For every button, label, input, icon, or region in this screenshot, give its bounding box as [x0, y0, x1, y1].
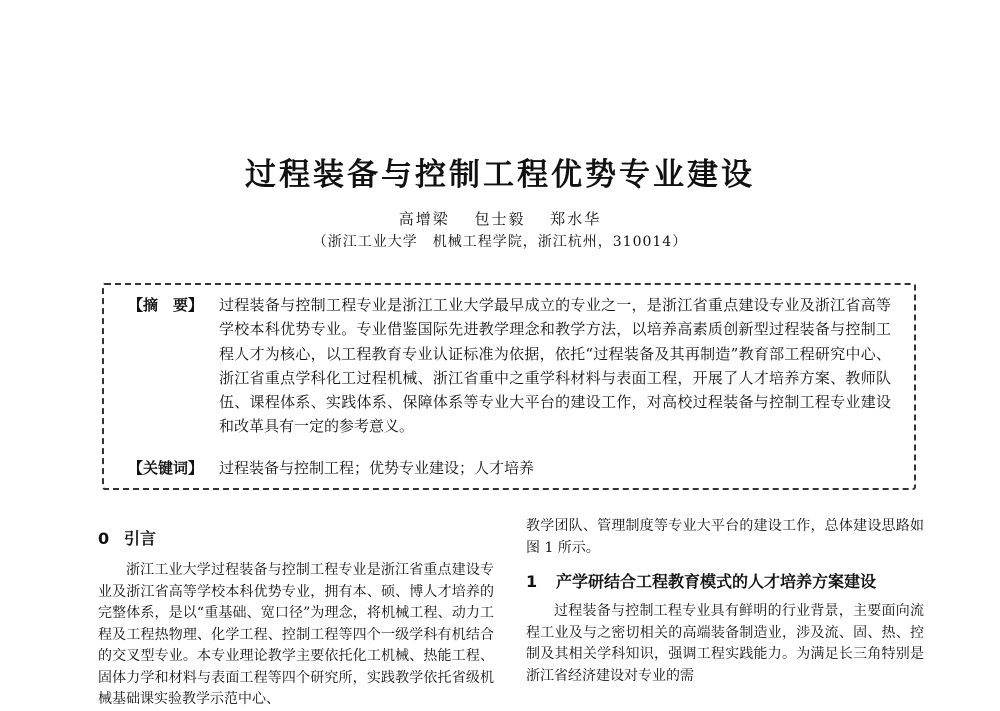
affiliation: （浙江工业大学 机械工程学院，浙江杭州，310014） [312, 234, 688, 250]
right-column [526, 516, 924, 687]
author-list [0, 209, 1000, 229]
abstract-text: 过程装备与控制工程专业是浙江工业大学最早成立的专业之一，是浙江省重点建设专业及浙江省高等学校本科优势专业。专业借鉴国际先进教学理念和教学方法，以培养高素质创新型过程装备与控制工程人才为核心，以工程教育专业认证标准为依据，依托“过程装备及其再制造”教育部工程研究中心、浙江省重点学科化工过程机械、浙江省重中之重学科材料与表面工程，开展了人才培养方案、教师队伍、课程体系、实践体系、保障体系等专业大平台的建设工作，对高校过程装备与控制工程专业建设和改革具有一定的参考意义。 [219, 296, 891, 436]
abstract-label: 【摘 要】 [128, 296, 204, 314]
section-title: 引言 [124, 529, 157, 548]
body-paragraph: 浙江工业大学过程装备与控制工程专业是浙江省重点建设专业及浙江省高等学校本科优势专业，拥有本、硕、博人才培养的完整体系，是以“重基础、宽口径”为理念，将机械工程、动力工程及工程热物理、化学工程、控制工程等四个一级学科有机结合的交叉型专业。本专业理论教学主要依托化工机械、热能工程、固体力学和材料与表面工程等四个研究所，实践教学依托省级机械基础课实验教学示范中心、 [98, 562, 494, 707]
section-number: 1 [526, 572, 538, 591]
section-title: 产学研结合工程教育模式的人才培养方案建设 [556, 572, 877, 591]
keywords-label: 【关键词】 [128, 459, 204, 477]
author-name: 郑水华 [550, 210, 602, 228]
body-paragraph: 过程装备与控制工程专业具有鲜明的行业背景，主要面向流程工业及与之密切相关的高端装备制造业，涉及流、固、热、控制及其相关学科知识，强调工程实践能力。为满足长三角特别是浙江省经济建设对专业的需 [526, 603, 924, 684]
section-heading [98, 526, 494, 552]
author-name: 高增梁 [398, 210, 450, 228]
section-number: 0 [98, 529, 110, 548]
section-heading [526, 569, 924, 595]
keywords-text: 过程装备与控制工程；优势专业建设；人才培养 [219, 459, 535, 477]
section-intro [98, 526, 494, 711]
body-paragraph-continuation: 教学团队、管理制度等专业大平台的建设工作，总体建设思路如图 1 所示。 [526, 518, 924, 556]
author-name: 包士毅 [474, 210, 526, 228]
paper-title: 过程装备与控制工程优势专业建设 [245, 157, 755, 193]
